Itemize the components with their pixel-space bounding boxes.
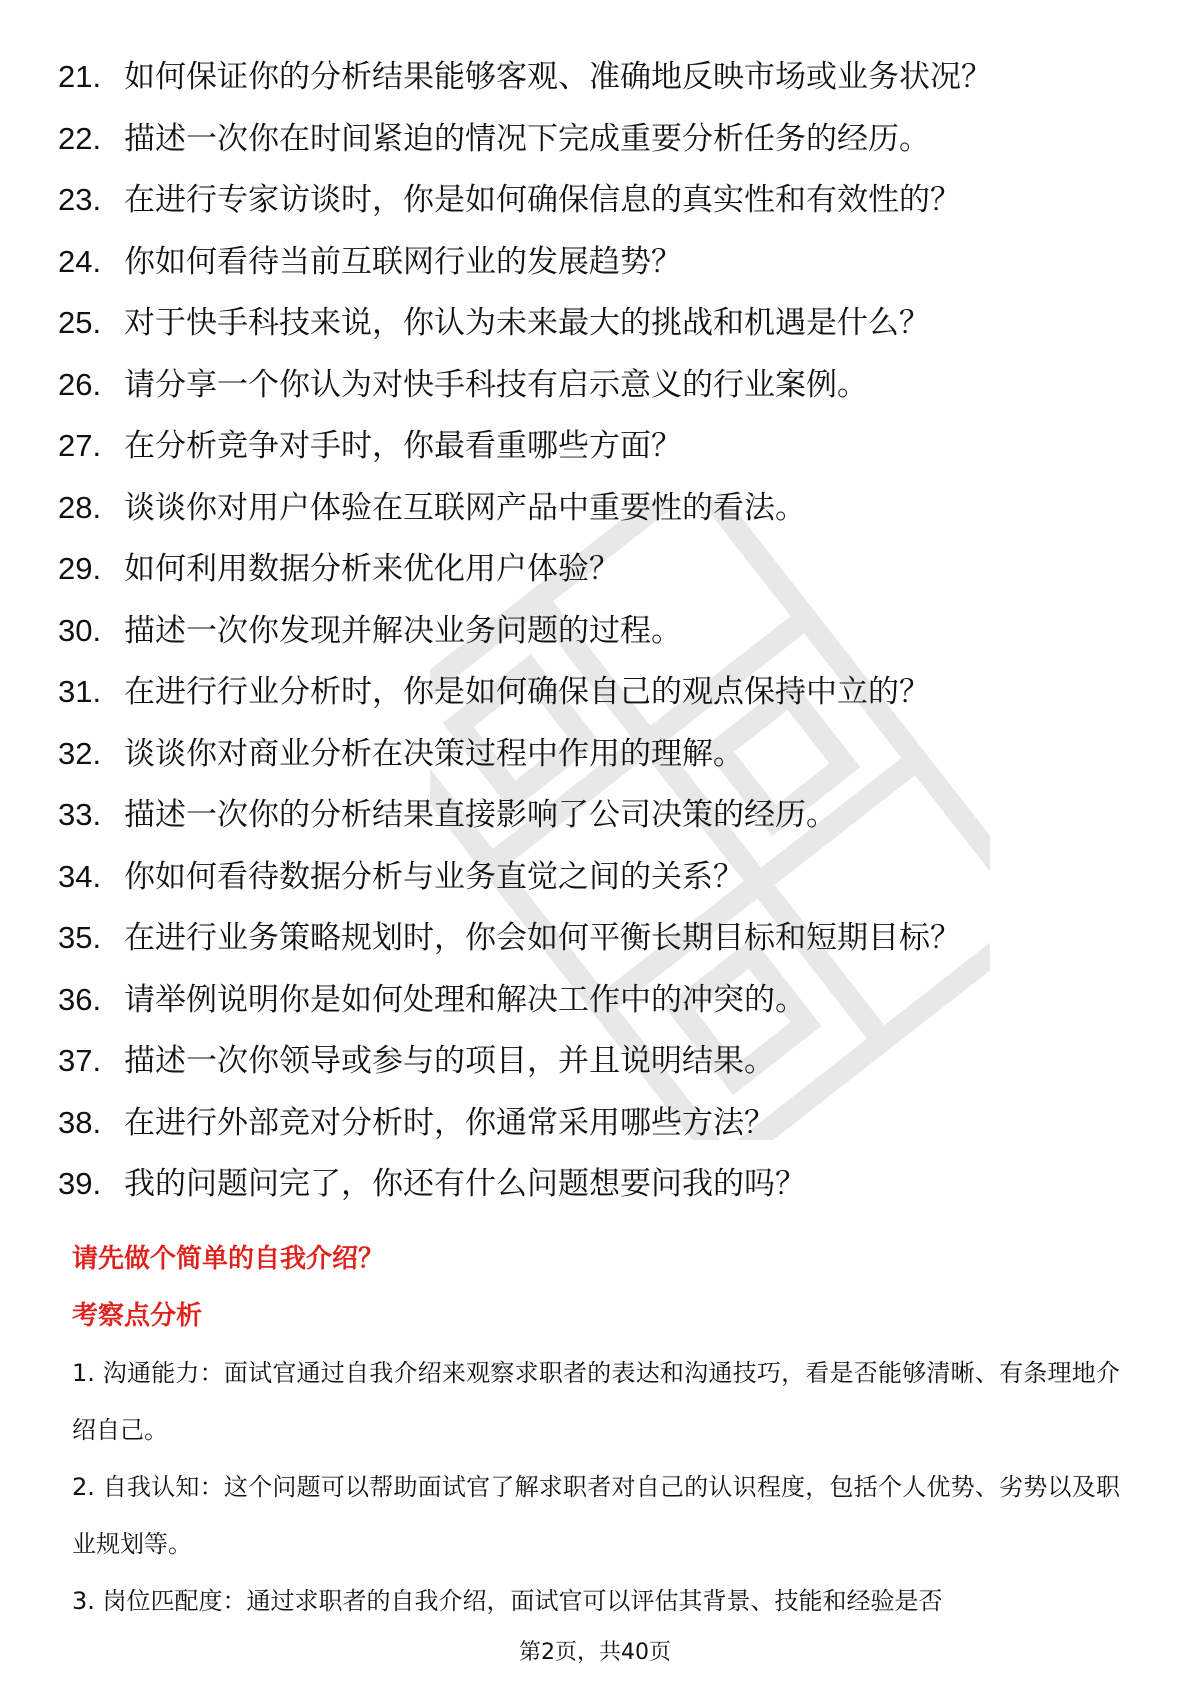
question-item xyxy=(58,46,1138,108)
question-text: 你如何看待数据分析与业务直觉之间的关系？ xyxy=(124,858,744,895)
question-number: 33. xyxy=(58,797,102,832)
question-item xyxy=(58,169,1138,231)
question-item xyxy=(58,784,1138,846)
question-text: 在进行行业分析时，你是如何确保自己的观点保持中立的？ xyxy=(124,674,930,710)
question-text: 我的问题问完了，你还有什么问题想要问我的吗？ xyxy=(124,1166,806,1202)
question-number: 31. xyxy=(58,674,102,709)
question-number: 34. xyxy=(58,858,102,894)
question-number: 37. xyxy=(58,1043,102,1078)
question-number: 21. xyxy=(58,59,102,94)
analysis-point: 3. 岗位匹配度：通过求职者的自我介绍，面试官可以评估其背景、技能和经验是否 xyxy=(72,1587,943,1615)
question-item xyxy=(58,907,1138,969)
question-number: 25. xyxy=(58,305,102,340)
question-number: 39. xyxy=(58,1166,102,1201)
question-number: 30. xyxy=(58,612,102,648)
question-text: 描述一次你领导或参与的项目，并且说明结果。 xyxy=(124,1043,775,1079)
question-text: 描述一次你在时间紧迫的情况下完成重要分析任务的经历。 xyxy=(124,120,930,157)
analysis-point: 1. 沟通能力：面试官通过自我介绍来观察求职者的表达和沟通技巧，看是否能够清晰、有条理地介绍自己。 xyxy=(72,1359,1120,1444)
question-text: 对于快手科技来说，你认为未来最大的挑战和机遇是什么？ xyxy=(124,305,930,341)
question-item xyxy=(58,292,1138,354)
question-text: 描述一次你发现并解决业务问题的过程。 xyxy=(124,612,682,649)
question-text: 请举例说明你是如何处理和解决工作中的冲突的。 xyxy=(124,981,806,1018)
question-number: 22. xyxy=(58,120,102,156)
question-item xyxy=(58,108,1138,170)
analysis-points xyxy=(72,1345,1120,1630)
question-number: 36. xyxy=(58,981,102,1017)
question-list xyxy=(58,46,1138,1215)
page-number: 第2页，共40页 xyxy=(519,1640,671,1665)
question-item xyxy=(58,415,1138,477)
question-number: 23. xyxy=(58,182,102,217)
question-item xyxy=(58,1153,1138,1215)
question-number: 38. xyxy=(58,1104,102,1140)
question-text: 谈谈你对用户体验在互联网产品中重要性的看法。 xyxy=(124,489,806,526)
question-text: 在分析竞争对手时，你最看重哪些方面？ xyxy=(124,428,682,464)
question-item xyxy=(58,723,1138,785)
question-text: 在进行外部竞对分析时，你通常采用哪些方法？ xyxy=(124,1104,775,1141)
question-item xyxy=(58,600,1138,662)
section-heading: 请先做个简单的自我介绍？ xyxy=(72,1244,385,1274)
analysis-point: 2. 自我认知：这个问题可以帮助面试官了解求职者对自己的认识程度，包括个人优势、劣势以及职业规划等。 xyxy=(72,1473,1120,1558)
question-text: 在进行业务策略规划时，你会如何平衡长期目标和短期目标？ xyxy=(124,920,961,956)
question-item xyxy=(58,846,1138,908)
question-item xyxy=(58,538,1138,600)
question-text: 如何保证你的分析结果能够客观、准确地反映市场或业务状况？ xyxy=(124,59,992,95)
question-number: 24. xyxy=(58,243,102,279)
question-text: 描述一次你的分析结果直接影响了公司决策的经历。 xyxy=(124,797,837,833)
question-text: 如何利用数据分析来优化用户体验？ xyxy=(124,551,620,587)
question-number: 29. xyxy=(58,551,102,586)
question-number: 35. xyxy=(58,920,102,955)
question-item xyxy=(58,969,1138,1031)
question-item xyxy=(58,1030,1138,1092)
section-subheading: 考察点分析 xyxy=(72,1301,203,1331)
question-item xyxy=(58,1092,1138,1154)
question-text: 在进行专家访谈时，你是如何确保信息的真实性和有效性的？ xyxy=(124,182,961,218)
question-number: 27. xyxy=(58,428,102,463)
question-item xyxy=(58,354,1138,416)
question-text: 你如何看待当前互联网行业的发展趋势？ xyxy=(124,243,682,280)
question-item xyxy=(58,477,1138,539)
question-item xyxy=(58,231,1138,293)
question-number: 26. xyxy=(58,366,102,402)
question-text: 请分享一个你认为对快手科技有启示意义的行业案例。 xyxy=(124,366,868,403)
question-number: 32. xyxy=(58,735,102,771)
question-item xyxy=(58,661,1138,723)
question-number: 28. xyxy=(58,489,102,525)
question-text: 谈谈你对商业分析在决策过程中作用的理解。 xyxy=(124,735,744,772)
